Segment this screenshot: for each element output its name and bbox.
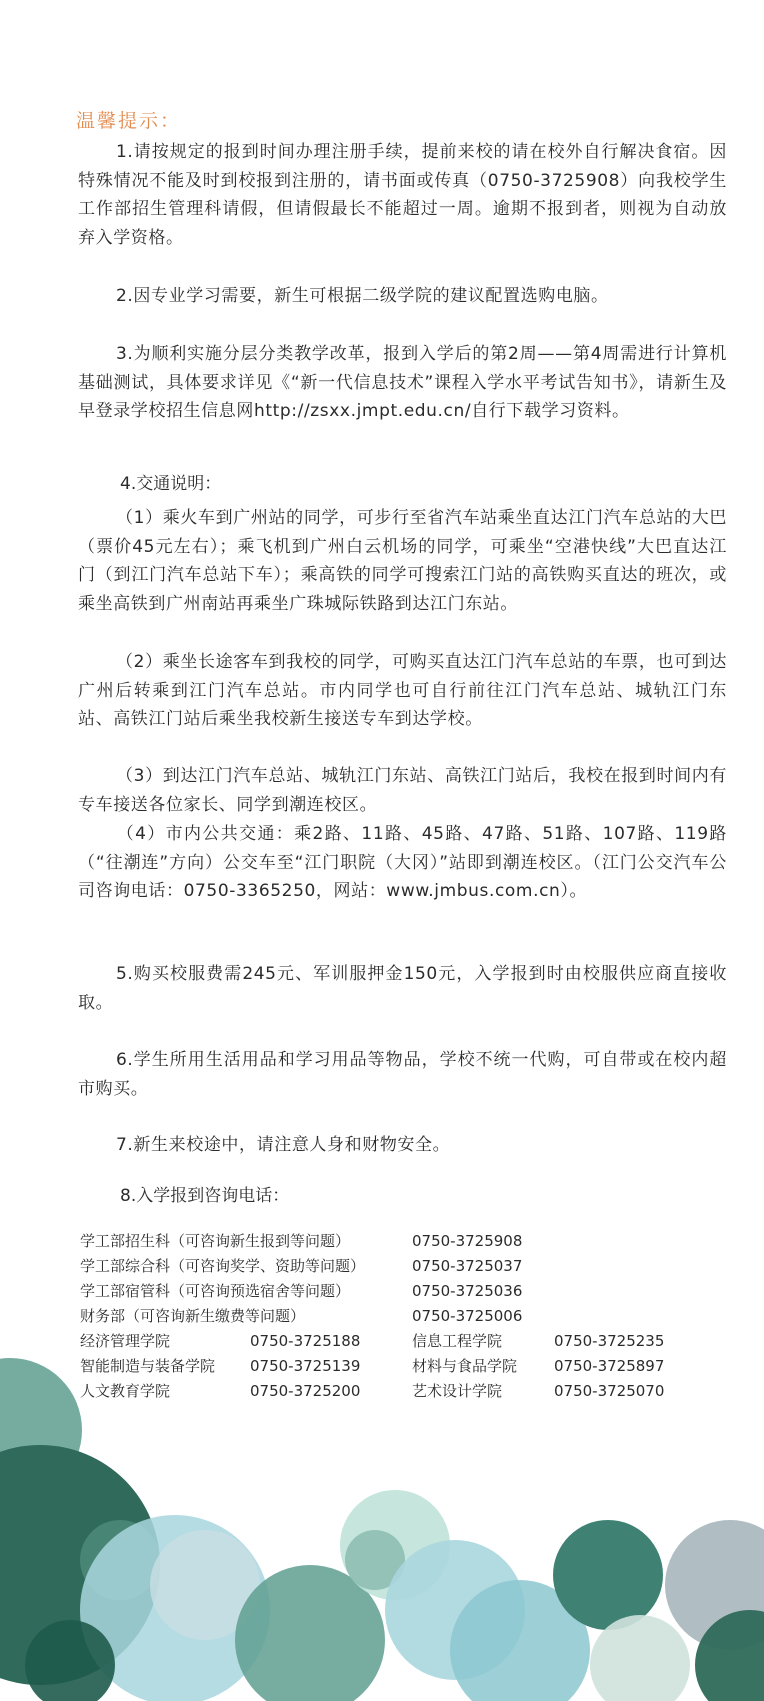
contact-row [80, 1254, 720, 1279]
item-4-1-train-plane [78, 504, 727, 618]
office-name: 财务部（可咨询新生缴费等问题） [80, 1307, 306, 1325]
college-name: 经济管理学院 [80, 1332, 171, 1350]
college-name: 人文教育学院 [80, 1382, 171, 1400]
item-5-text: 5.购买校服费需245元、军训服押金150元，入学报到时由校服供应商直接收取。 [78, 964, 727, 1013]
item-6-text: 6.学生所用生活用品和学习用品等物品，学校不统一代购，可自带或在校内超市购买。 [78, 1050, 727, 1099]
item-4-2-text: （2）乘坐长途客车到我校的同学，可购买直达江门汽车总站的车票，也可到达广州后转乘到江门汽车总站。市内同学也可自行前往江门汽车总站、城轨江门东站、高铁江门站后乘坐我校新生接送专车到达学校。 [78, 652, 727, 729]
item-6-supplies [78, 1046, 727, 1103]
item-3-computer-test [78, 340, 727, 426]
item-1-registration [78, 138, 727, 252]
college-name: 艺术设计学院 [412, 1382, 503, 1400]
college-phone: 0750-3725200 [250, 1382, 361, 1400]
contact-row [80, 1229, 720, 1254]
college-phone: 0750-3725235 [554, 1332, 665, 1350]
item-4-1-text: （1）乘火车到广州站的同学，可步行至省汽车站乘坐直达江门汽车总站的大巴（票价45元左右）；乘飞机到广州白云机场的同学，可乘坐“空港快线”大巴直达江门（到江门汽车总站下车）；乘高铁的同学可搜索江门站的高铁购买直达的班次，或乘坐高铁到广州南站再乘坐广珠城际铁路到达江门东站。 [78, 508, 727, 614]
item-4-4-text: （4）市内公共交通：乘2路、11路、45路、47路、51路、107路、119路（“往潮连”方向）公交车至“江门职院（大冈）”站即到潮连校区。（江门公交汽车公司咨询电话：0750-3365250，网站：www.jmbus.com.cn）。 [78, 824, 727, 901]
office-phone: 0750-3725908 [412, 1232, 523, 1250]
decorative-circles [0, 1320, 764, 1701]
item-4-3-text: （3）到达江门汽车总站、城轨江门东站、高铁江门站后，我校在报到时间内有专车接送各位家长、同学到潮连校区。 [78, 766, 727, 815]
item-4-heading: 4.交通说明： [120, 474, 222, 494]
office-phone: 0750-3725036 [412, 1282, 523, 1300]
college-phone: 0750-3725897 [554, 1357, 665, 1375]
item-7-text: 7.新生来校途中，请注意人身和财物安全。 [116, 1135, 451, 1155]
college-name: 材料与食品学院 [412, 1357, 518, 1375]
office-phone: 0750-3725037 [412, 1257, 523, 1275]
contact-row [80, 1279, 720, 1304]
item-2-text: 2.因专业学习需要，新生可根据二级学院的建议配置选购电脑。 [116, 286, 609, 306]
item-4-4-public-transit [78, 820, 727, 906]
college-phone: 0750-3725188 [250, 1332, 361, 1350]
item-4-3-shuttle [78, 762, 727, 819]
office-name: 学工部宿管科（可咨询预选宿舍等问题） [80, 1282, 351, 1300]
college-name: 智能制造与装备学院 [80, 1357, 216, 1375]
item-8-heading: 8.入学报到咨询电话： [120, 1186, 290, 1206]
college-phone: 0750-3725139 [250, 1357, 361, 1375]
office-name: 学工部招生科（可咨询新生报到等问题） [80, 1232, 351, 1250]
college-phone: 0750-3725070 [554, 1382, 665, 1400]
item-4-2-coach [78, 648, 727, 734]
notice-title: 温馨提示： [76, 110, 182, 132]
office-phone: 0750-3725006 [412, 1307, 523, 1325]
item-5-uniform [78, 960, 727, 1017]
office-name: 学工部综合科（可咨询奖学、资助等问题） [80, 1257, 366, 1275]
item-3-text: 3.为顺利实施分层分类教学改革，报到入学后的第2周——第4周需进行计算机基础测试，具体要求详见《“新一代信息技术”课程入学水平考试告知书》，请新生及早登录学校招生信息网http://zsxx.jmpt.edu.cn/自行下载学习资料。 [78, 344, 727, 421]
deco-circle [553, 1520, 663, 1630]
item-1-text: 1.请按规定的报到时间办理注册手续，提前来校的请在校外自行解决食宿。因特殊情况不能及时到校报到注册的，请书面或传真（0750-3725908）向我校学生工作部招生管理科请假，但请假最长不能超过一周。逾期不报到者，则视为自动放弃入学资格。 [78, 142, 727, 248]
item-7-safety [78, 1131, 727, 1160]
college-name: 信息工程学院 [412, 1332, 503, 1350]
item-2-computer [78, 282, 727, 311]
